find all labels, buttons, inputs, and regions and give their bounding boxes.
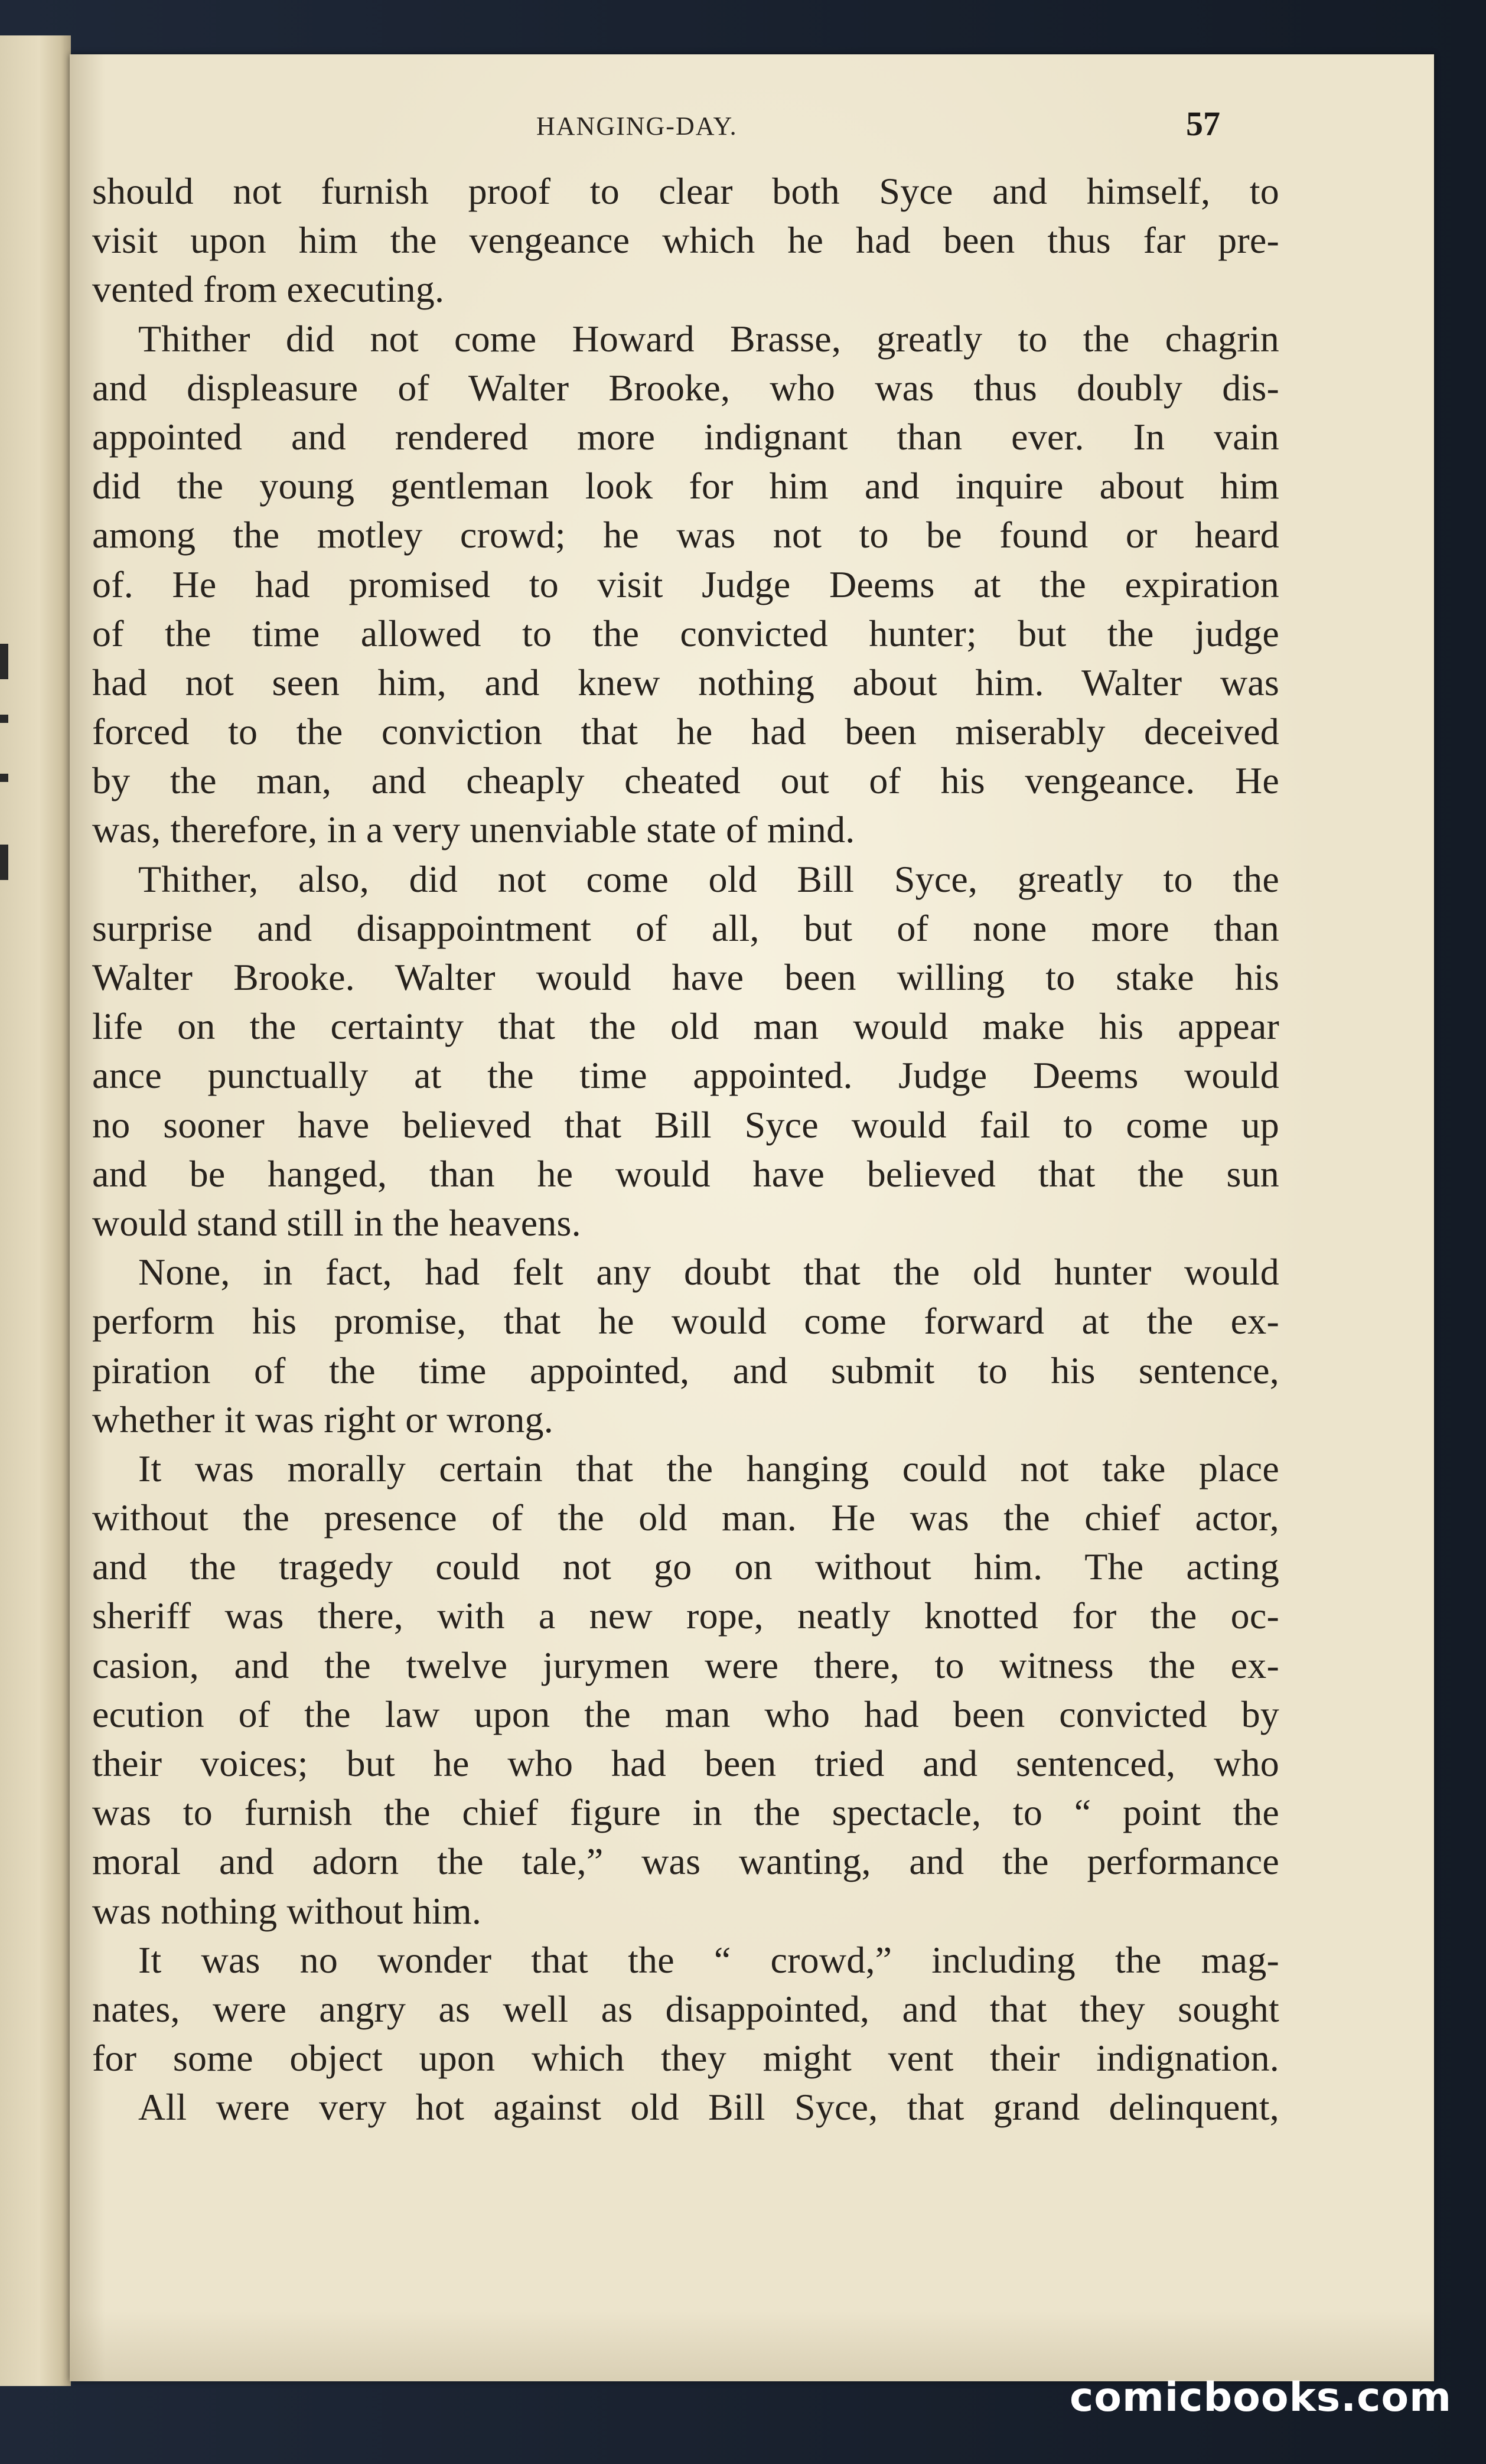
text-line: of. He had promised to visit Judge Deems at the expiration — [92, 563, 1279, 605]
text-line: piration of the time appointed, and submit to his sentence, — [92, 1349, 1279, 1391]
running-title: HANGING-DAY. — [536, 112, 738, 141]
site-watermark: comicbooks.com — [1069, 2374, 1452, 2421]
page-edge-mark — [0, 644, 8, 679]
page-edge-mark — [0, 774, 8, 782]
text-line: should not furnish proof to clear both Syce and himself, to — [92, 170, 1279, 212]
text-line: was, therefore, in a very unenviable state of mind. — [92, 809, 855, 851]
text-line: life on the certainty that the old man would make his appear — [92, 1005, 1279, 1048]
text-line: surprise and disappointment of all, but of none more than — [92, 907, 1279, 949]
text-line: whether it was right or wrong. — [92, 1398, 553, 1440]
text-line: All were very hot against old Bill Syce, that grand delinquent, — [138, 2086, 1279, 2129]
text-line: It was morally certain that the hanging could not take place — [138, 1447, 1279, 1490]
text-line: casion, and the twelve jurymen were there, to witness the ex- — [92, 1644, 1279, 1686]
text-line: Thither did not come Howard Brasse, greatly to the chagrin — [138, 317, 1279, 360]
text-line: None, in fact, had felt any doubt that the old hunter would — [138, 1251, 1279, 1293]
text-line: was nothing without him. — [92, 1889, 482, 1932]
text-line: vented from executing. — [92, 268, 445, 311]
text-line: and the tragedy could not go on without him. The acting — [92, 1546, 1279, 1588]
text-line: had not seen him, and knew nothing about him. Walter was — [92, 661, 1279, 703]
text-line: Walter Brooke. Walter would have been willing to stake his — [92, 956, 1279, 998]
page-edge-mark — [0, 845, 8, 880]
text-line: among the motley crowd; he was not to be found or heard — [92, 514, 1279, 556]
text-line: perform his promise, that he would come forward at the ex- — [92, 1300, 1279, 1342]
text-line: no sooner have believed that Bill Syce would fail to come up — [92, 1103, 1279, 1146]
text-line: without the presence of the old man. He was the chief actor, — [92, 1497, 1279, 1539]
text-line: did the young gentleman look for him and inquire about him — [92, 465, 1279, 507]
text-line: would stand still in the heavens. — [92, 1201, 581, 1244]
text-line: nates, were angry as well as disappointed, and that they sought — [92, 1987, 1279, 2030]
page-edge-mark — [0, 715, 8, 723]
text-line: visit upon him the vengeance which he had been thus far pre- — [92, 219, 1279, 262]
text-line: and displeasure of Walter Brooke, who was thus doubly dis- — [92, 366, 1279, 409]
page-number: 57 — [1186, 105, 1220, 143]
text-line: for some object upon which they might vent their indignation. — [92, 2037, 1279, 2080]
text-line: Thither, also, did not come old Bill Syce, greatly to the — [138, 858, 1279, 900]
book-page — [70, 54, 1434, 2381]
text-line: ecution of the law upon the man who had been convicted by — [92, 1693, 1279, 1735]
text-line: and be hanged, than he would have believed that the sun — [92, 1152, 1279, 1195]
text-line: forced to the conviction that he had been miserably deceived — [92, 710, 1279, 753]
previous-page-edge — [0, 35, 71, 2386]
text-line: appointed and rendered more indignant than ever. In vain — [92, 415, 1279, 458]
text-line: of the time allowed to the convicted hunter; but the judge — [92, 612, 1279, 654]
text-line: It was no wonder that the “ crowd,” including the mag- — [138, 1938, 1279, 1981]
text-line: by the man, and cheaply cheated out of his vengeance. He — [92, 760, 1279, 802]
text-line: ance punctually at the time appointed. Judge Deems would — [92, 1054, 1279, 1097]
text-line: sheriff was there, with a new rope, neatly knotted for the oc- — [92, 1595, 1279, 1637]
text-line: was to furnish the chief figure in the spectacle, to “ point the — [92, 1791, 1279, 1834]
body-text — [92, 167, 1279, 2132]
text-line: moral and adorn the tale,” was wanting, and the performance — [92, 1840, 1279, 1883]
text-line: their voices; but he who had been tried and sentenced, who — [92, 1742, 1279, 1784]
